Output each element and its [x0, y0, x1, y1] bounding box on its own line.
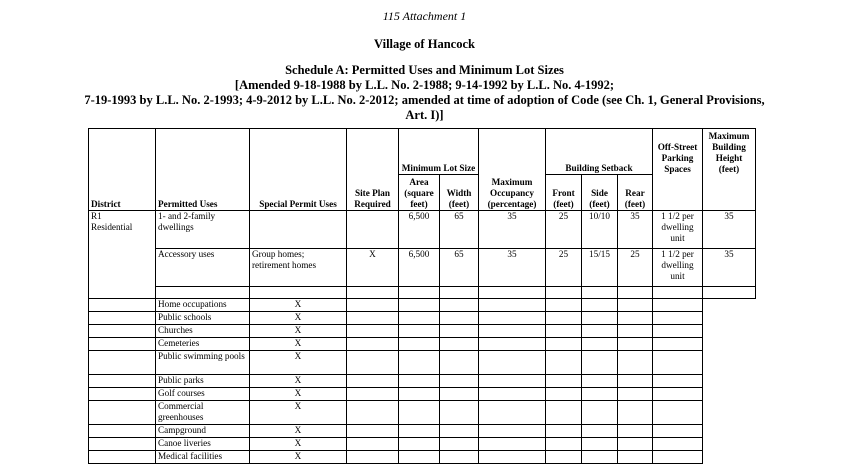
- table-row: [89, 451, 756, 464]
- empty-cell: [479, 325, 546, 338]
- empty-cell: [618, 312, 653, 325]
- empty-cell: [399, 438, 440, 451]
- site-plan-mark: X: [250, 438, 347, 451]
- special-use: Public swimming pools: [156, 351, 250, 375]
- table-row: [89, 312, 756, 325]
- empty-cell: [479, 388, 546, 401]
- empty-cell: [546, 375, 582, 388]
- schedule-title: [70, 63, 779, 123]
- empty-cell: [347, 438, 399, 451]
- site-plan-mark: X: [250, 338, 347, 351]
- empty-cell: [440, 375, 479, 388]
- area-value: 6,500: [399, 211, 440, 249]
- empty-cell: [582, 401, 618, 425]
- empty-cell: [582, 312, 618, 325]
- empty-cell: [582, 338, 618, 351]
- header-max-occupancy: Maximum Occupancy (percentage): [479, 129, 546, 211]
- empty-cell: [440, 425, 479, 438]
- empty-cell: [653, 299, 703, 312]
- site-plan-mark: X: [250, 375, 347, 388]
- site-plan-mark: X: [250, 425, 347, 438]
- empty-cell: [653, 388, 703, 401]
- empty-cell: [347, 375, 399, 388]
- empty-cell: [618, 351, 653, 375]
- empty-cell: [618, 425, 653, 438]
- empty-cell: [653, 325, 703, 338]
- site-plan-mark: X: [250, 312, 347, 325]
- empty-cell: [582, 375, 618, 388]
- empty-cell: [399, 425, 440, 438]
- empty-cell: [440, 451, 479, 464]
- empty-cell: [479, 299, 546, 312]
- empty-cell: [347, 338, 399, 351]
- header-site-plan: Site Plan Required: [347, 129, 399, 211]
- table-row: [89, 351, 756, 375]
- height-value: 35: [703, 249, 756, 287]
- empty-cell: [89, 425, 156, 438]
- empty-cell: [440, 388, 479, 401]
- empty-cell: [618, 299, 653, 312]
- empty-cell: [546, 425, 582, 438]
- header-permitted-uses: Permitted Uses: [156, 129, 250, 211]
- permitted-use: 1- and 2-family dwellings: [156, 211, 250, 249]
- header-district: District: [89, 129, 156, 211]
- empty-cell: [653, 375, 703, 388]
- area-value: 6,500: [399, 249, 440, 287]
- empty-cell: [546, 299, 582, 312]
- table-row: [89, 438, 756, 451]
- special-use: Commercial greenhouses: [156, 401, 250, 425]
- empty-cell: [618, 388, 653, 401]
- empty-cell: [546, 312, 582, 325]
- empty-cell: [653, 312, 703, 325]
- parking-value: 1 1/2 per dwelling unit: [653, 211, 703, 249]
- empty-cell: [479, 451, 546, 464]
- header-min-lot-size: Minimum Lot Size: [399, 129, 479, 175]
- special-use: Campground: [156, 425, 250, 438]
- front-value: 25: [546, 249, 582, 287]
- empty-cell: [479, 375, 546, 388]
- schedule-table: [88, 128, 756, 464]
- header-side: Side (feet): [582, 175, 618, 211]
- empty-cell: [347, 388, 399, 401]
- empty-cell: [546, 338, 582, 351]
- parking-value: 1 1/2 per dwelling unit: [653, 249, 703, 287]
- empty-cell: [89, 388, 156, 401]
- special-use: Group homes; retirement homes: [250, 249, 347, 287]
- empty-cell: [347, 351, 399, 375]
- empty-cell: [399, 312, 440, 325]
- schedule-line: [Amended 9-18-1988 by L.L. No. 2-1988; 9-14-1992 by L.L. No. 4-1992;: [234, 78, 615, 92]
- empty-cell: [546, 325, 582, 338]
- village-title: Village of Hancock: [374, 37, 475, 51]
- empty-cell: [89, 401, 156, 425]
- empty-cell: [89, 375, 156, 388]
- side-value: 15/15: [582, 249, 618, 287]
- empty-cell: [546, 401, 582, 425]
- empty-cell: [653, 338, 703, 351]
- schedule-line: Art. I)]: [405, 108, 444, 122]
- empty-cell: [347, 425, 399, 438]
- header-area: Area (square feet): [399, 175, 440, 211]
- empty-cell: [89, 312, 156, 325]
- district-cell: R1 Residential: [89, 211, 156, 299]
- empty-cell: [399, 351, 440, 375]
- empty-cell: [89, 351, 156, 375]
- empty-cell: [89, 325, 156, 338]
- site-plan-mark: [347, 211, 399, 249]
- front-value: 25: [546, 211, 582, 249]
- special-use: Canoe liveries: [156, 438, 250, 451]
- empty-cell: [618, 451, 653, 464]
- table-row: [89, 388, 756, 401]
- empty-cell: [347, 299, 399, 312]
- site-plan-mark: X: [250, 401, 347, 425]
- empty-cell: [582, 351, 618, 375]
- site-plan-mark: X: [250, 451, 347, 464]
- empty-cell: [479, 351, 546, 375]
- height-value: 35: [703, 211, 756, 249]
- schedule-line: 7-19-1993 by L.L. No. 2-1993; 4-9-2012 by L.L. No. 2-2012; amended at time of adoption of Code (see Ch. 1, General Provisions,: [84, 93, 765, 107]
- table-row: [89, 338, 756, 351]
- attachment-label: 115 Attachment 1: [382, 9, 467, 23]
- empty-cell: [399, 325, 440, 338]
- header-special-permit-uses: Special Permit Uses: [250, 129, 347, 211]
- special-use: Cemeteries: [156, 338, 250, 351]
- empty-cell: [479, 401, 546, 425]
- empty-cell: [347, 312, 399, 325]
- empty-cell: [653, 401, 703, 425]
- empty-cell: [399, 299, 440, 312]
- empty-cell: [399, 375, 440, 388]
- empty-cell: [440, 401, 479, 425]
- empty-cell: [546, 438, 582, 451]
- empty-cell: [618, 438, 653, 451]
- occupancy-value: 35: [479, 249, 546, 287]
- special-use: Medical facilities: [156, 451, 250, 464]
- special-use: Golf courses: [156, 388, 250, 401]
- site-plan-mark: X: [347, 249, 399, 287]
- empty-cell: [347, 325, 399, 338]
- empty-cell: [399, 451, 440, 464]
- header-width: Width (feet): [440, 175, 479, 211]
- header-front: Front (feet): [546, 175, 582, 211]
- empty-cell: [546, 451, 582, 464]
- occupancy-value: 35: [479, 211, 546, 249]
- empty-cell: [618, 338, 653, 351]
- empty-cell: [618, 325, 653, 338]
- site-plan-mark: X: [250, 299, 347, 312]
- spacer-row: [89, 287, 756, 299]
- empty-cell: [546, 351, 582, 375]
- empty-cell: [479, 338, 546, 351]
- table-row: [89, 211, 756, 249]
- empty-cell: [89, 299, 156, 312]
- empty-cell: [347, 451, 399, 464]
- permitted-use: Accessory uses: [156, 249, 250, 287]
- empty-cell: [440, 351, 479, 375]
- empty-cell: [89, 438, 156, 451]
- special-use: Public schools: [156, 312, 250, 325]
- site-plan-mark: X: [250, 351, 347, 375]
- empty-cell: [653, 351, 703, 375]
- empty-cell: [479, 312, 546, 325]
- empty-cell: [582, 451, 618, 464]
- empty-cell: [347, 401, 399, 425]
- empty-cell: [399, 338, 440, 351]
- empty-cell: [582, 299, 618, 312]
- header-max-height: Maximum Building Height (feet): [703, 129, 756, 175]
- table-row: [89, 249, 756, 287]
- rear-value: 25: [618, 249, 653, 287]
- rear-value: 35: [618, 211, 653, 249]
- empty-cell: [653, 451, 703, 464]
- empty-cell: [582, 425, 618, 438]
- empty-cell: [582, 325, 618, 338]
- special-use: [250, 211, 347, 249]
- width-value: 65: [440, 249, 479, 287]
- empty-cell: [440, 299, 479, 312]
- empty-cell: [440, 325, 479, 338]
- width-value: 65: [440, 211, 479, 249]
- site-plan-mark: X: [250, 325, 347, 338]
- side-value: 10/10: [582, 211, 618, 249]
- special-use: Public parks: [156, 375, 250, 388]
- header-building-setback: Building Setback: [546, 129, 653, 175]
- header-rear: Rear (feet): [618, 175, 653, 211]
- empty-cell: [479, 425, 546, 438]
- table-row: [89, 401, 756, 425]
- table-row: [89, 299, 756, 312]
- empty-cell: [653, 438, 703, 451]
- table-row: [89, 425, 756, 438]
- empty-cell: [440, 438, 479, 451]
- table-row: [89, 325, 756, 338]
- empty-cell: [618, 401, 653, 425]
- table-row: [89, 375, 756, 388]
- empty-cell: [440, 312, 479, 325]
- empty-cell: [399, 401, 440, 425]
- empty-cell: [582, 388, 618, 401]
- header-off-street-parking: Off-Street Parking Spaces: [653, 129, 703, 175]
- empty-cell: [440, 338, 479, 351]
- empty-cell: [653, 425, 703, 438]
- empty-cell: [89, 338, 156, 351]
- empty-cell: [399, 388, 440, 401]
- schedule-line: Schedule A: Permitted Uses and Minimum Lot Sizes: [285, 63, 564, 77]
- special-use: Home occupations: [156, 299, 250, 312]
- site-plan-mark: X: [250, 388, 347, 401]
- special-use: Churches: [156, 325, 250, 338]
- empty-cell: [546, 388, 582, 401]
- empty-cell: [582, 438, 618, 451]
- empty-cell: [479, 438, 546, 451]
- empty-cell: [89, 451, 156, 464]
- empty-cell: [618, 375, 653, 388]
